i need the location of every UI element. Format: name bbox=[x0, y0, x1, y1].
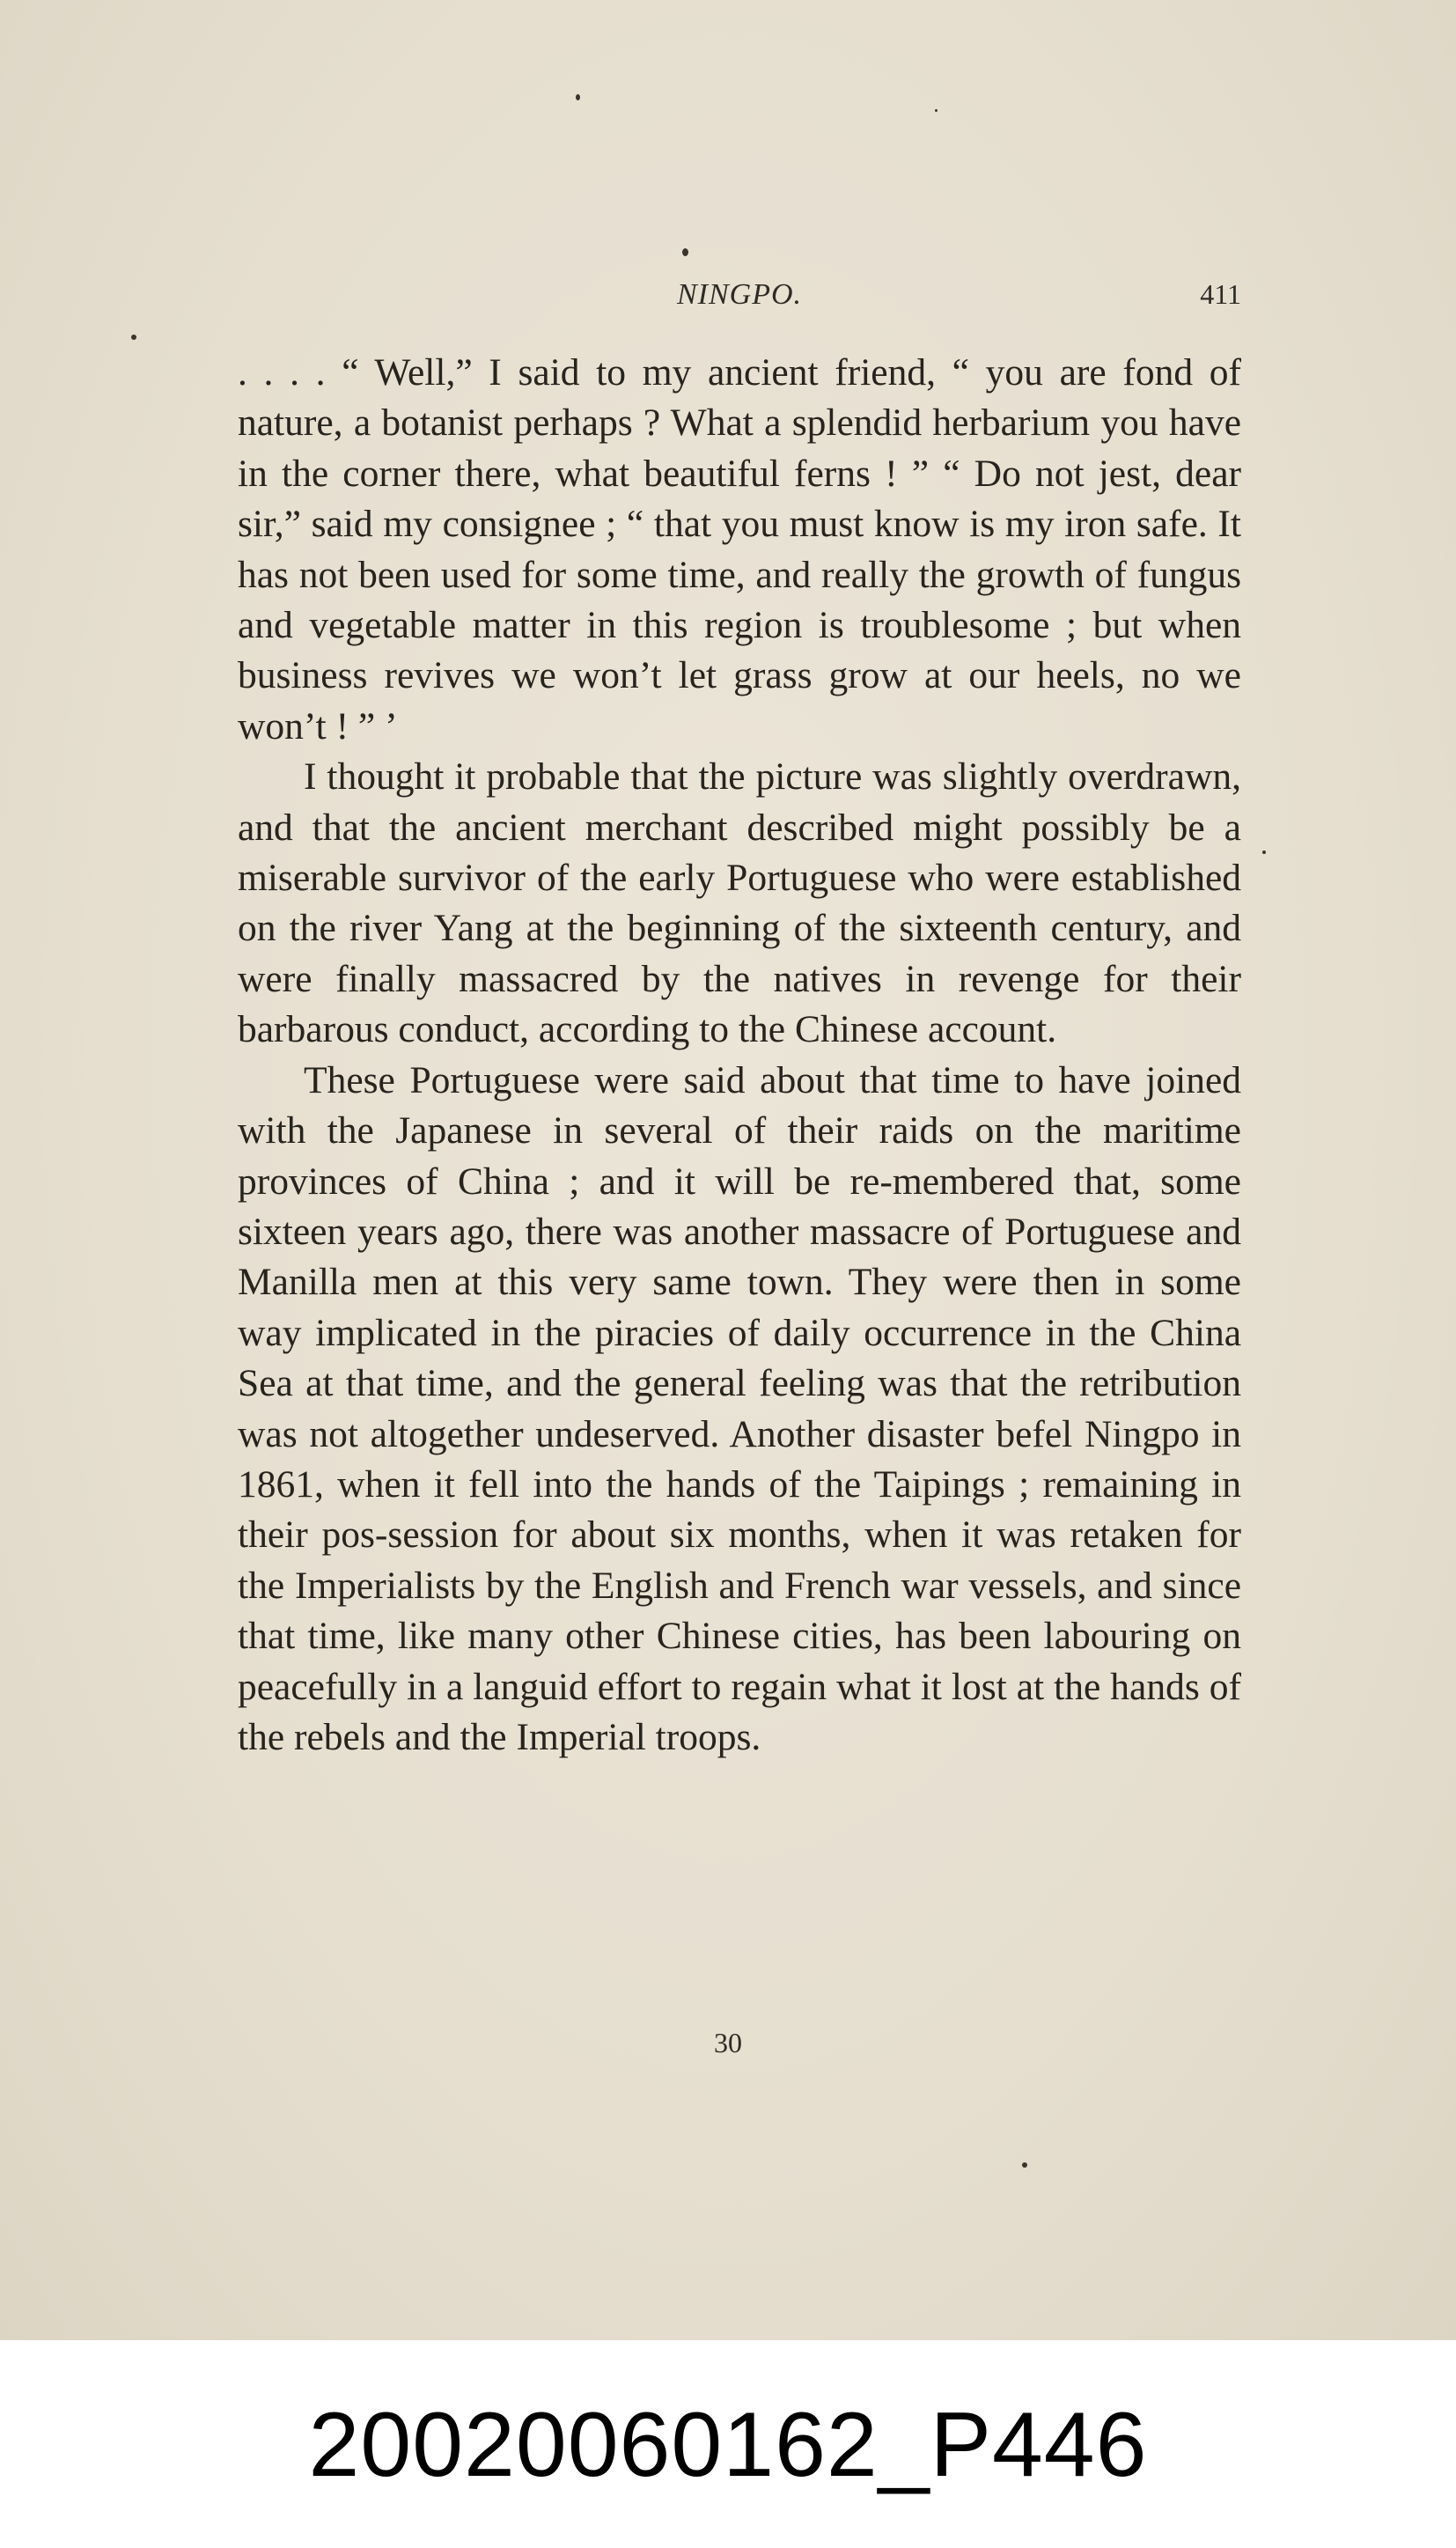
ink-speck bbox=[1022, 2162, 1027, 2168]
running-head-title: NINGPO. bbox=[676, 278, 803, 311]
archive-label-strip bbox=[0, 2340, 1456, 2548]
signature-mark: 30 bbox=[714, 2027, 742, 2058]
ink-speck bbox=[1262, 851, 1266, 854]
running-head bbox=[238, 278, 1241, 322]
ink-speck bbox=[682, 248, 688, 256]
ink-speck bbox=[935, 109, 938, 112]
body-text bbox=[238, 348, 1241, 1763]
archive-label: 20020060162_P446 bbox=[308, 2394, 1148, 2496]
paragraph-dialogue: . . . . “ Well,” I said to my ancient friend, “ you are fond of nature, a botanist perhaps ? What a splendid herbarium you have in the corner there, what beautiful ferns ! ” “ Do not jest, dear sir,” said my consignee ; “ that you must know is my iron safe. It has not been used for some time, and really the growth of fungus and vegetable matter in this region is troublesome ; but when business revives we won’t let grass grow at our heels, no we won’t ! ” ’ bbox=[238, 351, 1241, 747]
paragraph-portuguese-survivor: I thought it probable that the picture was slightly overdrawn, and that the ancient merchant described might possibly be a miserable survivor of the early Portuguese who were established on the river Yang at the beginning of the sixteenth century, and were finally massacred by the natives in revenge for their barbarous conduct, according to the Chinese account. bbox=[238, 755, 1241, 1051]
paragraph-ningpo-history: These Portuguese were said about that time to have joined with the Japanese in several of their raids on the maritime provinces of China ; and it will be re-membered that, some sixteen years ago, there was another massacre of Portuguese and Manilla men at this very same town. They were then in some way implicated in the piracies of daily occurrence in the China Sea at that time, and the general feeling was that the retribution was not altogether undeserved. Another disaster befel Ningpo in 1861, when it fell into the hands of the Taipings ; remaining in their pos-session for about six months, when it was retaken for the Imperialists by the English and French war vessels, and since that time, like many other Chinese cities, has been labouring on peacefully in a languid effort to regain what it lost at the hands of the rebels and the Imperial troops. bbox=[238, 1058, 1241, 1758]
ink-speck bbox=[131, 335, 136, 340]
page-number: 411 bbox=[1200, 278, 1241, 310]
ink-speck bbox=[576, 94, 580, 100]
